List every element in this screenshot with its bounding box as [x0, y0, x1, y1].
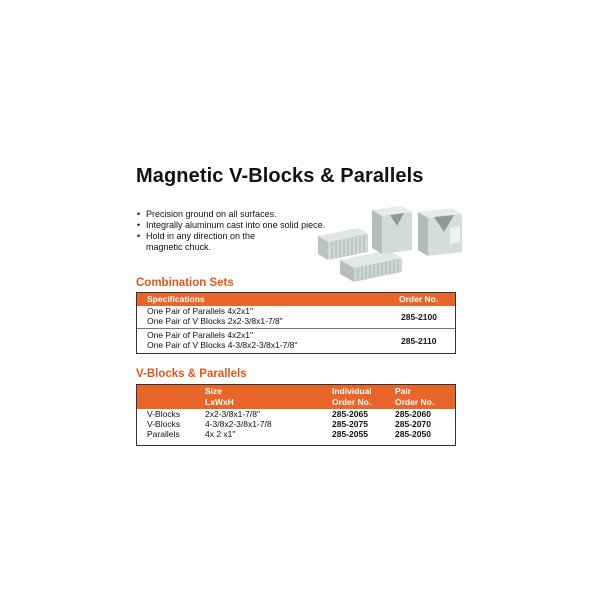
col-individual-order: Order No.	[332, 397, 372, 407]
individual-order-cell: 285-2055	[332, 429, 368, 439]
spec-line: One Pair of V Blocks 4-3/8x2-3/8x1-7/8"	[147, 340, 298, 350]
type-cell: Parallels	[147, 429, 180, 439]
col-size: Size	[205, 386, 223, 396]
bullet-icon: •	[137, 231, 141, 241]
pair-order-cell: 285-2060	[395, 409, 431, 419]
col-pair-order: Order No.	[395, 397, 435, 407]
table-row	[137, 419, 455, 429]
feature-item	[136, 231, 325, 253]
table-row	[137, 409, 455, 419]
pair-order-cell: 285-2070	[395, 419, 431, 429]
type-cell: V-Blocks	[147, 419, 181, 429]
feature-text: Precision ground on all surfaces.	[146, 209, 277, 219]
col-size-dims: LxWxH	[205, 397, 234, 407]
col-specifications: Specifications	[147, 294, 205, 304]
bullet-icon: •	[137, 209, 141, 219]
feature-item	[136, 220, 325, 231]
col-order-no: Order No.	[399, 294, 439, 304]
spec-line: One Pair of Parallels 4x2x1"	[147, 306, 254, 316]
size-cell: 2x2-3/8x1-7/8"	[205, 409, 260, 419]
combination-sets-table	[136, 292, 456, 354]
table-header	[137, 293, 455, 306]
feature-text: Integrally aluminum cast into one solid piece.	[146, 220, 326, 230]
individual-order-cell: 285-2075	[332, 419, 368, 429]
vblocks-parallels-heading: V-Blocks & Parallels	[136, 368, 247, 380]
type-cell: V-Blocks	[147, 409, 181, 419]
individual-order-cell: 285-2065	[332, 409, 368, 419]
table-row	[137, 328, 455, 352]
feature-list	[136, 209, 325, 253]
feature-text: magnetic chuck.	[146, 242, 212, 252]
spec-line: One Pair of Parallels 4x2x1"	[147, 330, 254, 340]
feature-text: Hold in any direction on the	[146, 231, 256, 241]
combination-sets-heading: Combination Sets	[136, 277, 234, 289]
vblocks-parallels-table	[136, 384, 456, 446]
size-cell: 4x 2 x1"	[205, 429, 236, 439]
order-number: 285-2100	[401, 312, 437, 322]
size-cell: 4-3/8x2-3/8x1-7/8	[205, 419, 272, 429]
col-individual: Individual	[332, 386, 372, 396]
table-row	[137, 429, 455, 439]
order-number: 285-2110	[401, 336, 437, 346]
spec-line: One Pair of V Blocks 2x2-3/8x1-7/8"	[147, 316, 283, 326]
page-title: Magnetic V-Blocks & Parallels	[136, 165, 424, 187]
bullet-icon: •	[137, 220, 141, 230]
table-header	[137, 385, 455, 409]
feature-item	[136, 209, 325, 220]
product-photo	[310, 202, 475, 282]
table-row	[137, 306, 455, 328]
col-pair: Pair	[395, 386, 412, 396]
pair-order-cell: 285-2050	[395, 429, 431, 439]
